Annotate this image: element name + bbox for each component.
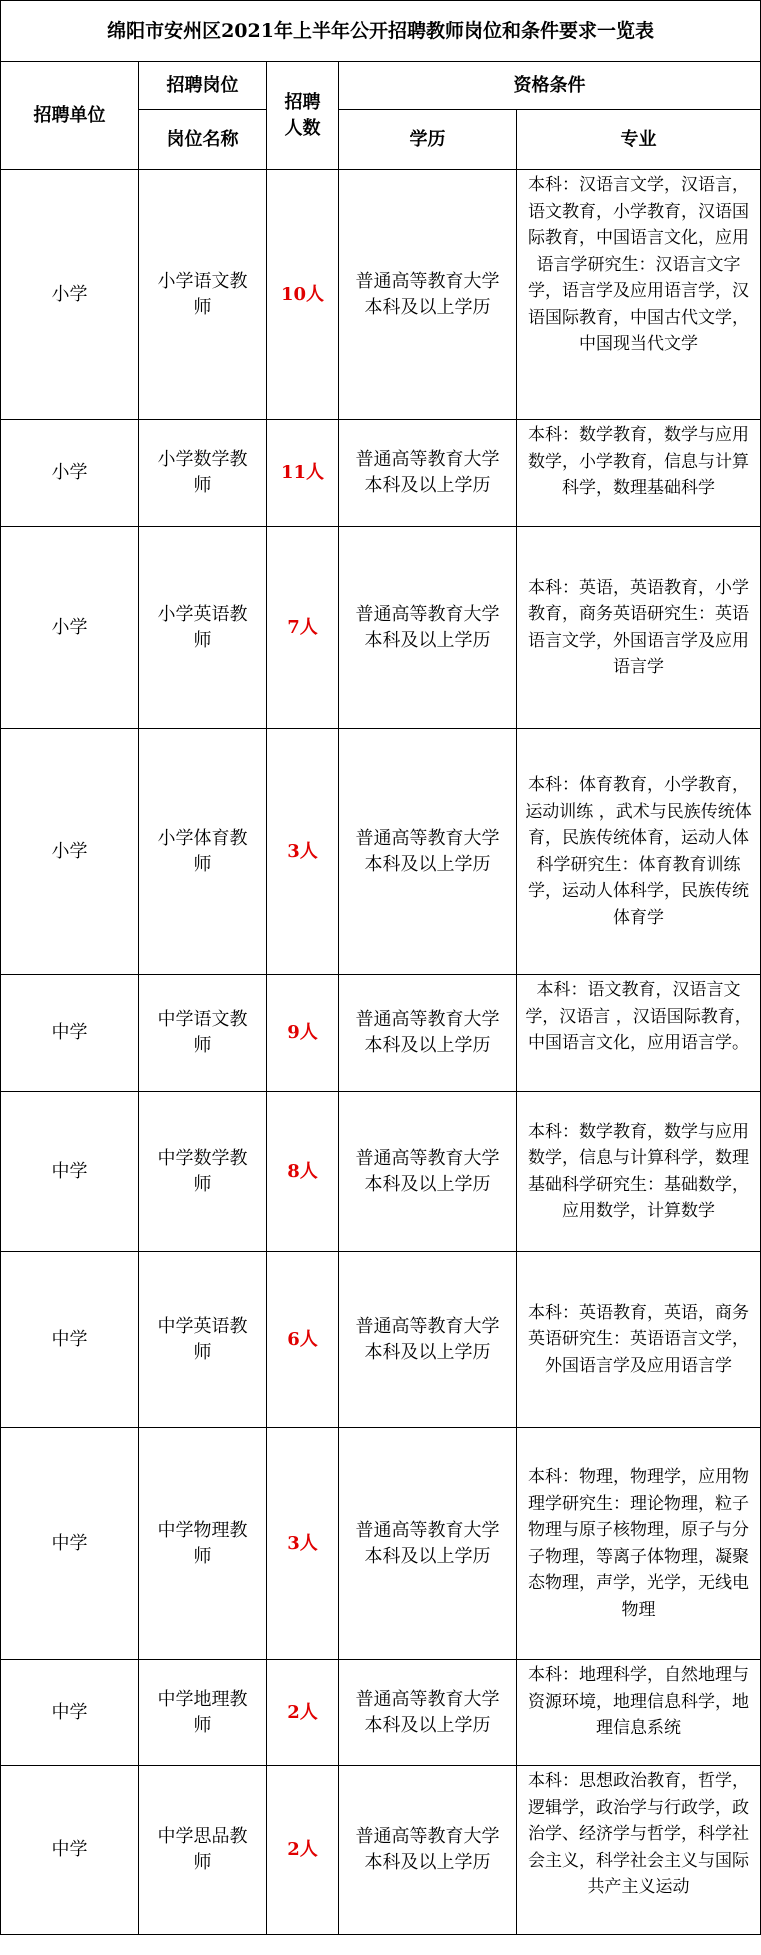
- major-text: 本科：数学教育，数学与应用数学，小学教育，信息与计算科学，数理基础科学: [528, 425, 750, 498]
- major-cell: [517, 1092, 761, 1252]
- count-cell: 2人: [267, 1766, 339, 1935]
- table-row: [1, 729, 761, 975]
- table-row: [1, 975, 761, 1092]
- major-text: 本科：数学教育，数学与应用数学，信息与计算科学，数理基础科学研究生：基础数学，应用数学，计算数学: [528, 1121, 750, 1221]
- post-cell: 中学物理教师: [139, 1428, 267, 1660]
- unit-cell: 中学: [1, 1092, 139, 1252]
- education-cell: 普通高等教育大学本科及以上学历: [339, 1092, 517, 1252]
- table-row: [1, 1252, 761, 1428]
- major-text: 本科：地理科学，自然地理与资源环境，地理信息科学，地理信息系统: [528, 1665, 750, 1738]
- post-cell: 小学体育教师: [139, 729, 267, 975]
- major-cell: [517, 527, 761, 729]
- post-cell: 中学语文教师: [139, 975, 267, 1092]
- major-cell: [517, 1766, 761, 1935]
- count-cell: 2人: [267, 1660, 339, 1766]
- header-unit: 招聘单位: [1, 62, 139, 170]
- table-row: [1, 420, 761, 527]
- count-cell: 6人: [267, 1252, 339, 1428]
- count-cell: 3人: [267, 729, 339, 975]
- table-row: [1, 170, 761, 420]
- table-row: [1, 1092, 761, 1252]
- major-text: 本科：英语教育，英语，商务英语研究生：英语语言文学，外国语言学及应用语言学: [528, 1302, 750, 1376]
- major-cell: [517, 1428, 761, 1660]
- major-text: 本科：英语，英语教育，小学教育，商务英语研究生：英语语言文学，外国语言学及应用语言学: [528, 577, 750, 677]
- education-cell: 普通高等教育大学本科及以上学历: [339, 729, 517, 975]
- major-text: 本科：汉语言文学，汉语言，语文教育，小学教育，汉语国际教育，中国语言文化，应用语言学研究生：汉语言文字学，语言学及应用语言学，汉语国际教育，中国古代文学，中国现当代文学: [528, 175, 750, 354]
- count-cell: 3人: [267, 1428, 339, 1660]
- post-cell: 小学英语教师: [139, 527, 267, 729]
- education-cell: 普通高等教育大学本科及以上学历: [339, 527, 517, 729]
- header-qualification: 资格条件: [339, 62, 761, 110]
- post-cell: 中学数学教师: [139, 1092, 267, 1252]
- table-row: [1, 527, 761, 729]
- count-cell: 9人: [267, 975, 339, 1092]
- table-title: 绵阳市安州区2021年上半年公开招聘教师岗位和条件要求一览表: [1, 1, 761, 62]
- major-text: 本科：物理，物理学，应用物理学研究生：理论物理，粒子物理与原子核物理，原子与分子物理，等离子体物理，凝聚态物理，声学，光学，无线电物理: [528, 1467, 750, 1620]
- major-text: 本科：语文教育，汉语言文学，汉语言 ，汉语国际教育，中国语言文化，应用语言学。: [525, 980, 752, 1053]
- header-education: 学历: [339, 110, 517, 170]
- count-cell: 7人: [267, 527, 339, 729]
- post-cell: 中学英语教师: [139, 1252, 267, 1428]
- header-count: 招聘人数: [267, 62, 339, 170]
- major-text: 本科：思想政治教育，哲学，逻辑学，政治学与行政学，政治学、经济学与哲学，科学社会主义，科学社会主义与国际共产主义运动: [528, 1771, 750, 1897]
- unit-cell: 中学: [1, 1252, 139, 1428]
- major-cell: [517, 729, 761, 975]
- major-cell: [517, 420, 761, 527]
- table-row: [1, 1428, 761, 1660]
- education-cell: 普通高等教育大学本科及以上学历: [339, 1428, 517, 1660]
- unit-cell: 中学: [1, 1766, 139, 1935]
- unit-cell: 中学: [1, 1428, 139, 1660]
- table-row: [1, 1660, 761, 1766]
- major-cell: [517, 1252, 761, 1428]
- major-cell: [517, 170, 761, 420]
- header-post-group: 招聘岗位: [139, 62, 267, 110]
- major-cell: [517, 1660, 761, 1766]
- major-text: 本科：体育教育，小学教育，运动训练 ，武术与民族传统体育，民族传统体育，运动人体科学研究生：体育教育训练学，运动人体科学，民族传统体育学: [525, 775, 752, 928]
- unit-cell: 小学: [1, 420, 139, 527]
- header-post-name: 岗位名称: [139, 110, 267, 170]
- education-cell: 普通高等教育大学本科及以上学历: [339, 170, 517, 420]
- count-cell: 11人: [267, 420, 339, 527]
- unit-cell: 中学: [1, 975, 139, 1092]
- education-cell: 普通高等教育大学本科及以上学历: [339, 1660, 517, 1766]
- count-cell: 8人: [267, 1092, 339, 1252]
- education-cell: 普通高等教育大学本科及以上学历: [339, 1252, 517, 1428]
- post-cell: 小学数学教师: [139, 420, 267, 527]
- unit-cell: 小学: [1, 527, 139, 729]
- post-cell: 中学思品教师: [139, 1766, 267, 1935]
- education-cell: 普通高等教育大学本科及以上学历: [339, 420, 517, 527]
- unit-cell: 小学: [1, 729, 139, 975]
- post-cell: 中学地理教师: [139, 1660, 267, 1766]
- unit-cell: 小学: [1, 170, 139, 420]
- education-cell: 普通高等教育大学本科及以上学历: [339, 1766, 517, 1935]
- header-major: 专业: [517, 110, 761, 170]
- count-cell: 10人: [267, 170, 339, 420]
- major-cell: [517, 975, 761, 1092]
- education-cell: 普通高等教育大学本科及以上学历: [339, 975, 517, 1092]
- table-row: [1, 1766, 761, 1935]
- post-cell: 小学语文教师: [139, 170, 267, 420]
- unit-cell: 中学: [1, 1660, 139, 1766]
